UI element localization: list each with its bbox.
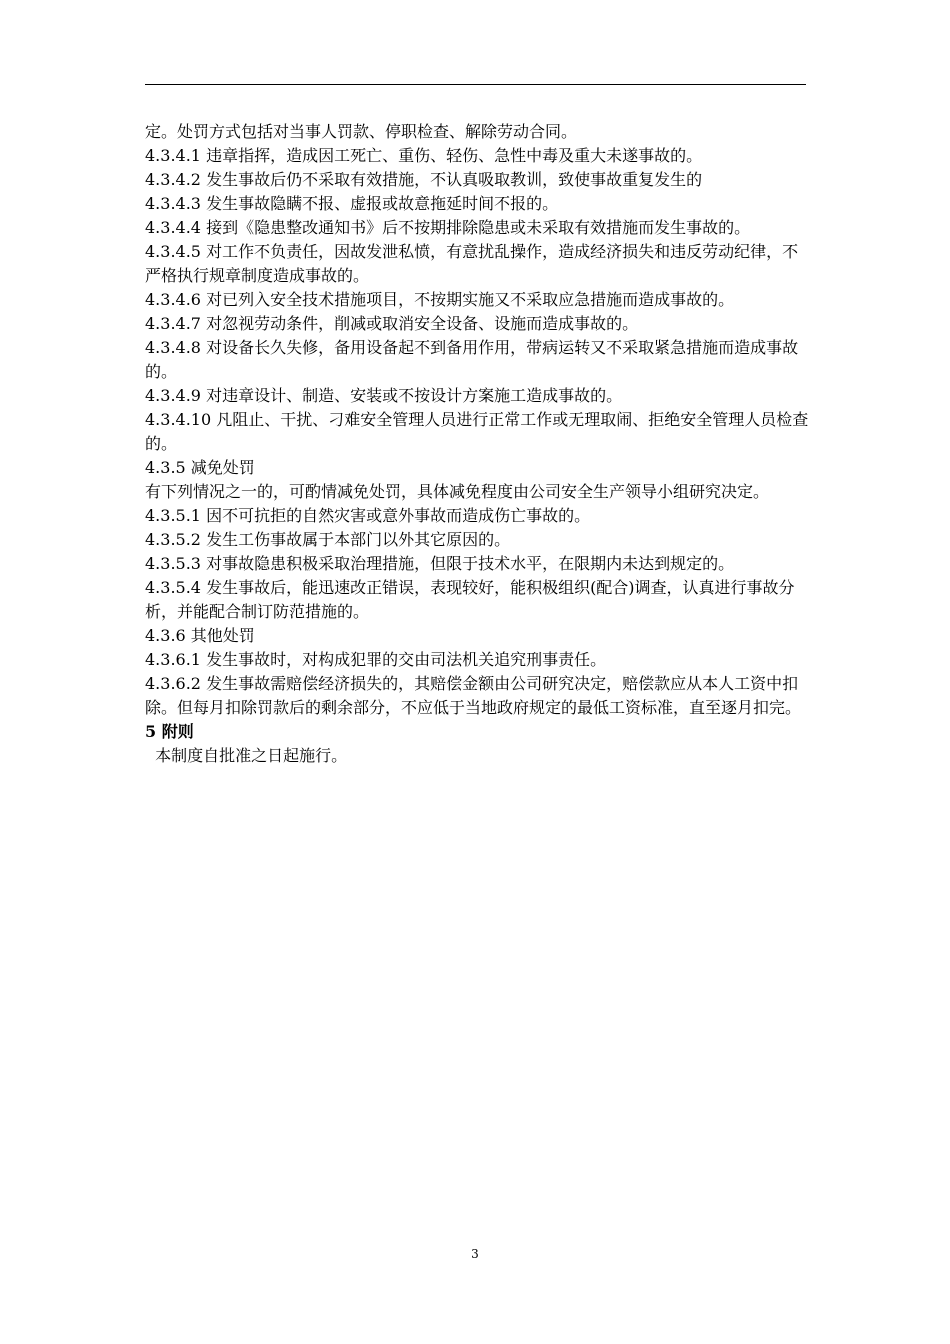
paragraph: 4.3.6.2 发生事故需赔偿经济损失的，其赔偿金额由公司研究决定，赔偿款应从本人工资中扣除。但每月扣除罚款后的剩余部分，不应低于当地政府规定的最低工资标准，直至逐月扣完。 (145, 674, 802, 717)
paragraph: 4.3.4.4 接到《隐患整改通知书》后不按期排除隐患或未采取有效措施而发生事故的。 (145, 218, 751, 237)
paragraph: 4.3.4.9 对违章设计、制造、安装或不按设计方案施工造成事故的。 (145, 386, 623, 405)
page-number: 3 (471, 1247, 479, 1261)
paragraph: 4.3.4.2 发生事故后仍不采取有效措施，不认真吸取教训，致使事故重复发生的 (145, 170, 703, 189)
paragraph: 有下列情况之一的，可酌情减免处罚，具体减免程度由公司安全生产领导小组研究决定。 (145, 482, 770, 501)
document-body (145, 120, 810, 768)
section-heading: 4.3.5 减免处罚 (145, 458, 255, 477)
chapter-heading: 5 附则 (145, 722, 194, 741)
paragraph: 本制度自批准之日起施行。 (145, 746, 348, 765)
paragraph: 4.3.4.7 对忽视劳动条件，削减或取消安全设备、设施而造成事故的。 (145, 314, 639, 333)
paragraph: 4.3.4.3 发生事故隐瞒不报、虚报或故意拖延时间不报的。 (145, 194, 559, 213)
paragraph: 4.3.5.2 发生工伤事故属于本部门以外其它原因的。 (145, 530, 511, 549)
paragraph: 4.3.4.10 凡阻止、干扰、刁难安全管理人员进行正常工作或无理取闹、拒绝安全管理人员检查的。 (145, 410, 809, 453)
paragraph: 4.3.4.6 对已列入安全技术措施项目，不按期实施又不采取应急措施而造成事故的。 (145, 290, 735, 309)
header-rule (145, 84, 806, 85)
paragraph: 4.3.4.1 违章指挥，造成因工死亡、重伤、轻伤、急性中毒及重大未遂事故的。 (145, 146, 703, 165)
paragraph: 4.3.5.1 因不可抗拒的自然灾害或意外事故而造成伤亡事故的。 (145, 506, 591, 525)
section-heading: 4.3.6 其他处罚 (145, 626, 255, 645)
paragraph: 4.3.6.1 发生事故时，对构成犯罪的交由司法机关追究刑事责任。 (145, 650, 607, 669)
paragraph: 4.3.5.3 对事故隐患积极采取治理措施，但限于技术水平，在限期内未达到规定的。 (145, 554, 735, 573)
paragraph: 4.3.4.5 对工作不负责任，因故发泄私愤，有意扰乱操作，造成经济损失和违反劳动纪律，不严格执行规章制度造成事故的。 (145, 242, 799, 285)
paragraph: 4.3.4.8 对设备长久失修，备用设备起不到备用作用，带病运转又不采取紧急措施而造成事故的。 (145, 338, 799, 381)
paragraph: 4.3.5.4 发生事故后，能迅速改正错误，表现较好，能积极组织(配合)调查，认真进行事故分析，并能配合制订防范措施的。 (145, 578, 795, 621)
paragraph: 定。处罚方式包括对当事人罚款、停职检查、解除劳动合同。 (145, 122, 578, 141)
